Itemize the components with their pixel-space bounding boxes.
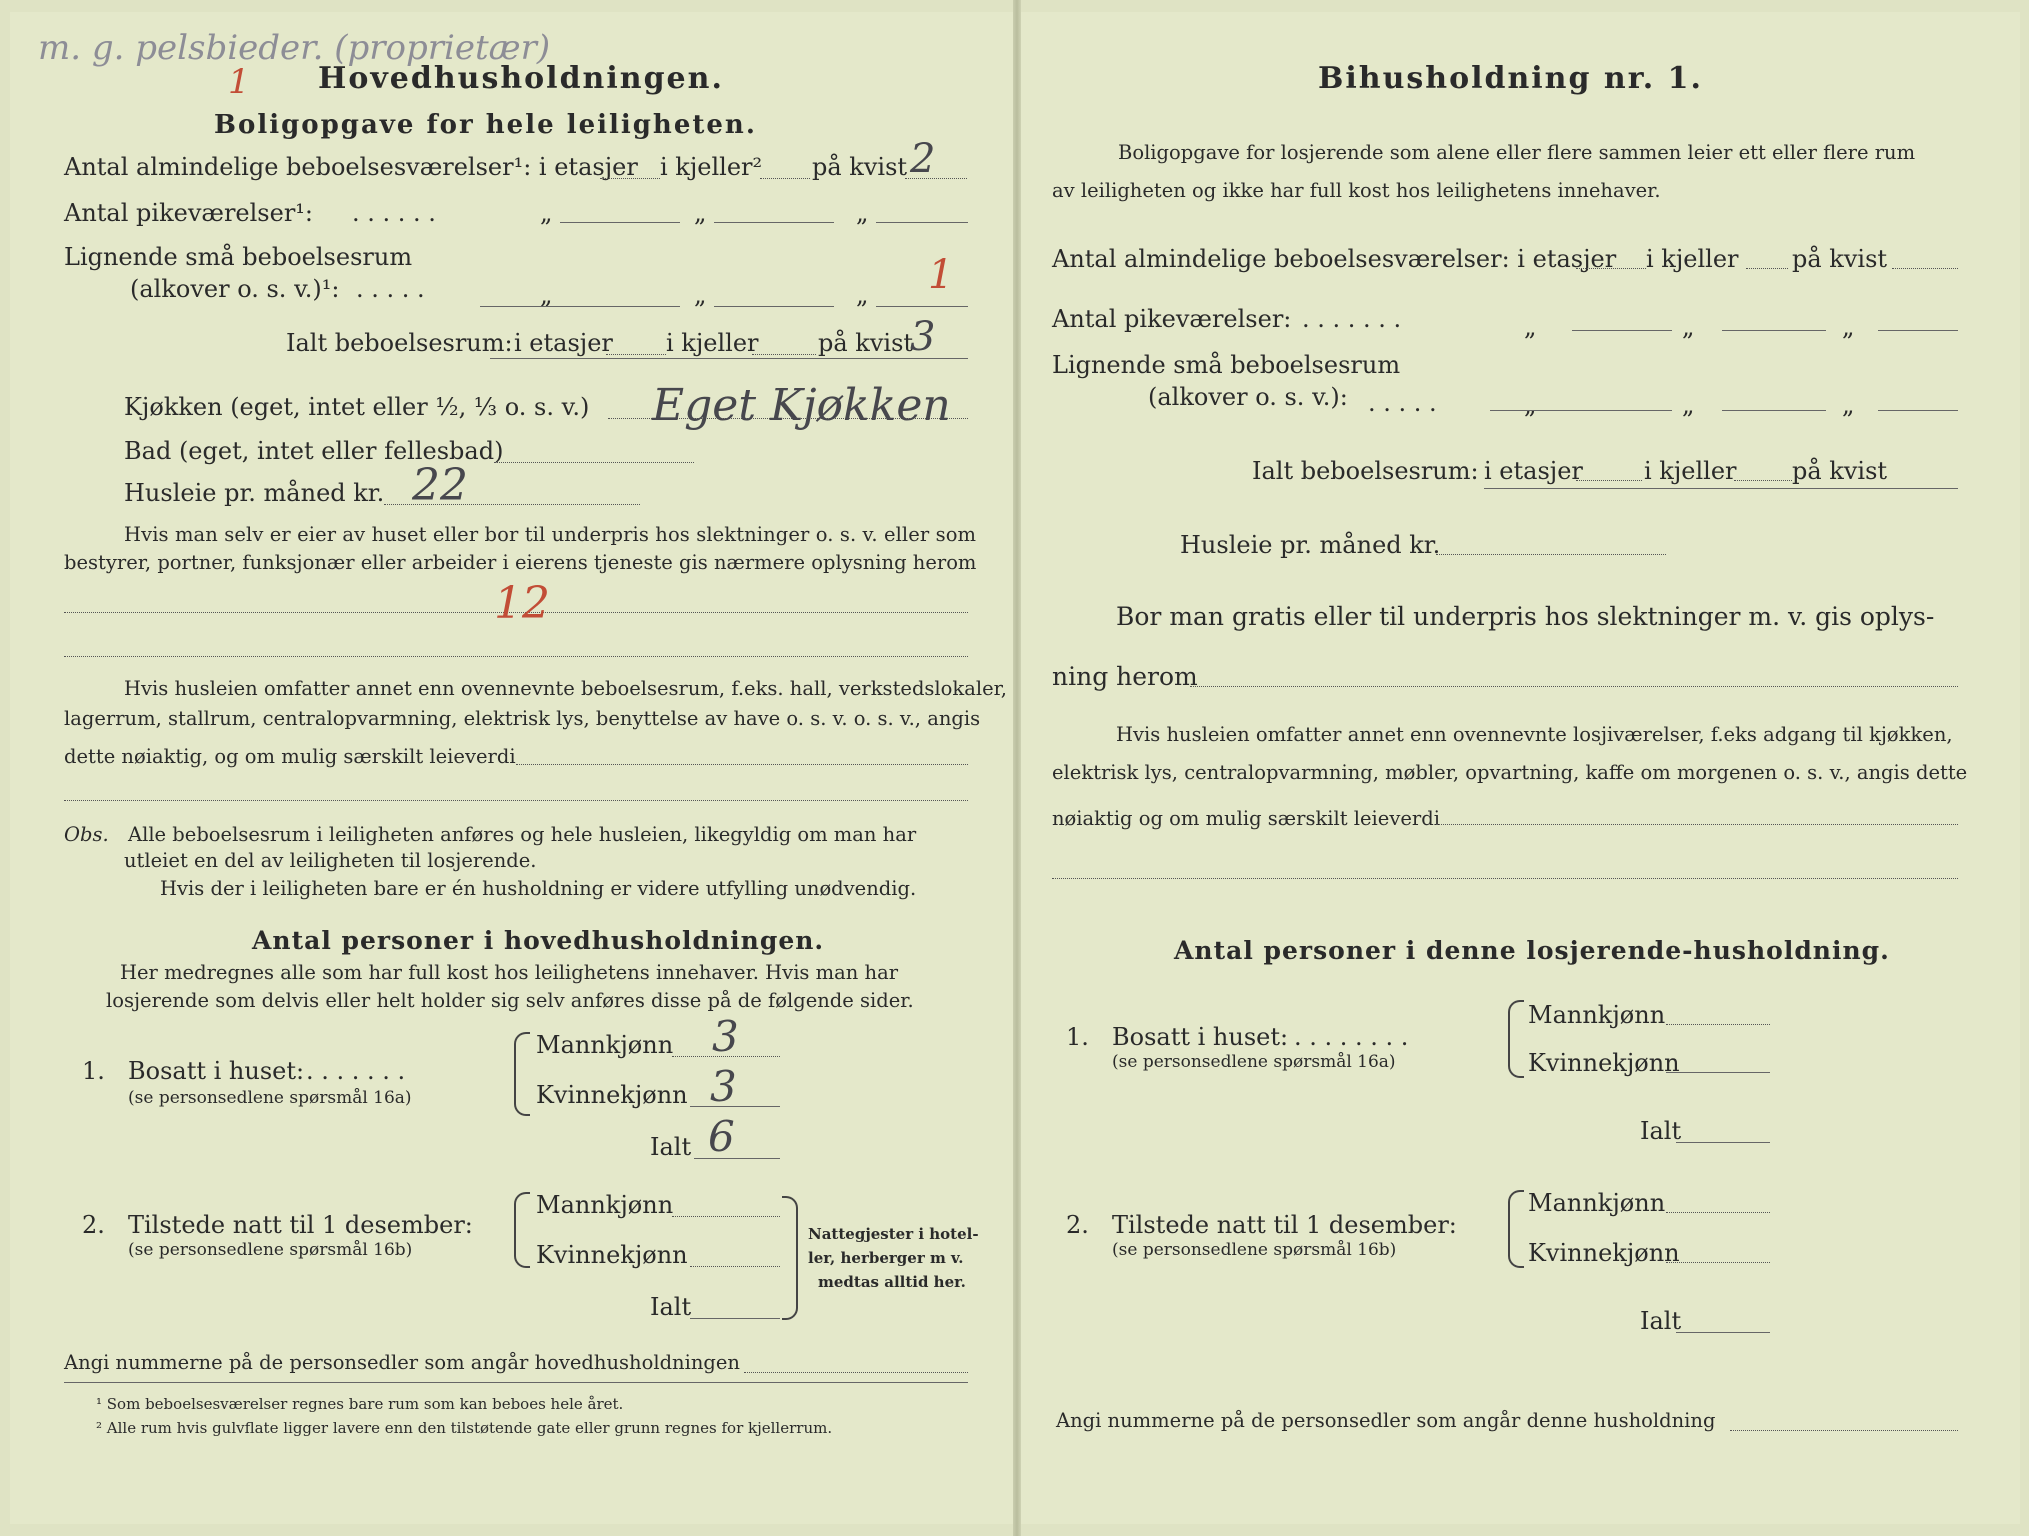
q1-kvinne-label: Kvinnekjønn	[536, 1081, 688, 1109]
r-q2-sub: (se personsedlene spørsmål 16b)	[1112, 1240, 1397, 1260]
r-q1-kvinne-field[interactable]	[1666, 1072, 1770, 1073]
r-gratis-1: Bor man gratis eller til underpris hos slektninger m. v. gis oplys-	[1116, 602, 1935, 631]
leader-dots: . . . . . . .	[306, 1057, 406, 1085]
r-ialt-label: Ialt beboelsesrum:	[1252, 457, 1479, 485]
ditto-mark: „	[1842, 391, 1855, 419]
pike-etasjer-field[interactable]	[560, 222, 680, 223]
r-q2-kvinne-field[interactable]	[1666, 1262, 1770, 1263]
q1-sub: (se personsedlene spørsmål 16a)	[128, 1088, 412, 1108]
alkover-etasjer-field[interactable]	[480, 306, 680, 307]
r-kvist-field[interactable]	[1892, 268, 1958, 269]
r-etasjer-field[interactable]	[1576, 268, 1646, 269]
ialt-kjeller-label: i kjeller	[666, 329, 759, 357]
r-q2-ialt-label: Ialt	[1640, 1307, 1682, 1335]
r-q2-label: Tilstede natt til 1 desember:	[1112, 1211, 1457, 1239]
ditto-mark: „	[1682, 313, 1695, 341]
handwritten-rent: 22	[412, 460, 468, 511]
kvist-label: på kvist	[812, 153, 908, 181]
kjeller-label: i kjeller²	[660, 153, 763, 181]
bath-field[interactable]	[494, 462, 694, 463]
r-pike-kvist-field[interactable]	[1878, 330, 1958, 331]
owner-field-2[interactable]	[64, 656, 968, 657]
r-alkover-etasjer-field[interactable]	[1490, 410, 1672, 411]
footnote-1: ¹ Som beboelsesværelser regnes bare rum som kan beboes hele året.	[96, 1395, 624, 1413]
r-rooms-row-label: Antal almindelige beboelsesværelser: i etasjer	[1052, 245, 1617, 273]
leader-dots: . . . . .	[1368, 389, 1437, 417]
handwritten-ialt-count: 3	[910, 314, 936, 360]
r-pike-etasjer-field[interactable]	[1572, 330, 1672, 331]
ditto-mark: „	[1524, 313, 1537, 341]
left-angi-field[interactable]	[744, 1372, 968, 1373]
rent-includes-field-2[interactable]	[64, 800, 968, 801]
ialt-etasjer-field[interactable]	[606, 354, 666, 355]
rent-includes-field[interactable]	[516, 764, 968, 765]
ditto-mark: „	[694, 281, 707, 309]
ditto-mark: „	[1682, 391, 1695, 419]
page-fold	[1013, 0, 1021, 1536]
alkover-kjeller-field[interactable]	[714, 306, 834, 307]
r-q1-kvinne-label: Kvinnekjønn	[1528, 1049, 1680, 1077]
r-q2-mann-label: Mannkjønn	[1528, 1189, 1666, 1217]
r-ialt-etasjer-label: i etasjer	[1484, 457, 1583, 485]
r-gratis-2: ning herom	[1052, 662, 1198, 691]
alkover-label-2: (alkover o. s. v.)¹:	[130, 275, 340, 303]
left-subtitle: Boligopgave for hele leiligheten.	[214, 110, 757, 140]
footnote-2: ² Alle rum hvis gulvflate ligger lavere enn den tilstøtende gate eller grunn regnes for kjellerrum.	[96, 1419, 833, 1437]
rent-includes-1: Hvis husleien omfatter annet enn ovennevnte beboelsesrum, f.eks. hall, verkstedslokaler,	[124, 677, 1008, 700]
obs-label: Obs.	[64, 823, 109, 846]
pike-kvist-field[interactable]	[876, 222, 968, 223]
right-intro-1: Boligopgave for losjerende som alene eller flere sammen leier ett eller flere rum	[1118, 141, 1916, 164]
r-q1-ialt-field[interactable]	[1676, 1142, 1770, 1143]
rent-includes-2: lagerrum, stallrum, centralopvarmning, elektrisk lys, benyttelse av have o. s. v. o. s. v., angis	[64, 707, 981, 730]
rooms-row-label: Antal almindelige beboelsesværelser¹: i etasjer	[64, 153, 638, 181]
r-kjeller-label: i kjeller	[1646, 245, 1739, 273]
persons-title: Antal personer i hovedhusholdningen.	[252, 926, 825, 955]
q1-ialt-label: Ialt	[650, 1133, 692, 1161]
ditto-mark: „	[540, 281, 553, 309]
ialt-underline	[490, 358, 968, 359]
owner-note-1: Hvis man selv er eier av huset eller bor til underpris hos slektninger o. s. v. eller som	[124, 523, 977, 546]
q2-ialt-field[interactable]	[690, 1318, 780, 1319]
persons-desc-2: losjerende som delvis eller helt holder sig selv anføres disse på de følgende sider.	[106, 989, 914, 1012]
r-rent-includes-1: Hvis husleien omfatter annet enn ovennevnte losjiværelser, f.eks adgang til kjøkken,	[1116, 723, 1953, 746]
alkover-label-1: Lignende små beboelsesrum	[64, 243, 413, 271]
rent-includes-3: dette nøiaktig, og om mulig særskilt leieverdi	[64, 745, 516, 768]
handwritten-q1-mann: 3	[712, 1012, 739, 1061]
ialt-etasjer-label: i etasjer	[514, 329, 613, 357]
pike-kjeller-field[interactable]	[714, 222, 834, 223]
obs-text-1: Alle beboelsesrum i leiligheten anføres og hele husleien, likegyldig om man har	[128, 823, 917, 846]
kitchen-label: Kjøkken (eget, intet eller ½, ⅓ o. s. v.)	[124, 393, 590, 421]
q2-mann-field[interactable]	[672, 1216, 780, 1217]
q1-label: Bosatt i huset:	[128, 1057, 305, 1085]
handwritten-herom: 12	[494, 578, 550, 629]
q2-mann-label: Mannkjønn	[536, 1191, 674, 1219]
handwritten-top-note: m. g. pelsbieder. (proprietær)	[38, 28, 551, 68]
r-kjeller-field[interactable]	[1746, 268, 1788, 269]
r-q2-number: 2.	[1066, 1211, 1089, 1239]
ialt-kvist-label: på kvist	[818, 329, 914, 357]
r-alkover-label-1: Lignende små beboelsesrum	[1052, 351, 1401, 379]
leader-dots: . . . . . . . .	[1294, 1023, 1409, 1051]
r-alkover-kvist-field[interactable]	[1878, 410, 1958, 411]
handwritten-q1-kvinne: 3	[710, 1062, 737, 1111]
r-q2-ialt-field[interactable]	[1676, 1332, 1770, 1333]
ditto-mark: „	[1842, 313, 1855, 341]
leader-dots: . . . . . . .	[1302, 305, 1402, 333]
handwritten-alkover-count: 1	[928, 252, 954, 298]
r-rent-includes-2: elektrisk lys, centralopvarmning, møbler, opvartning, kaffe om morgenen o. s. v., angis dette	[1052, 761, 1968, 784]
r-rent-includes-field-2[interactable]	[1052, 878, 1958, 879]
obs-text-2: utleiet en del av leiligheten til losjerende.	[124, 849, 537, 872]
q1-brace	[514, 1032, 530, 1116]
obs-text-3: Hvis der i leiligheten bare er én husholdning er videre utfylling unødvendig.	[160, 877, 917, 900]
handwritten-kitchen: Eget Kjøkken	[652, 380, 951, 431]
r-ialt-kjeller-label: i kjeller	[1644, 457, 1737, 485]
q1-ialt-field[interactable]	[694, 1158, 780, 1159]
leader-dots: . . . . .	[356, 275, 425, 303]
kjeller-field[interactable]	[760, 178, 810, 179]
hotel-note-1: Nattegjester i hotel-	[808, 1225, 979, 1243]
right-intro-2: av leiligheten og ikke har full kost hos leilighetens innehaver.	[1052, 179, 1661, 202]
r-q2-kvinne-label: Kvinnekjønn	[1528, 1239, 1680, 1267]
handwritten-kvist-count: 2	[910, 136, 936, 182]
r-ialt-kvist-label: på kvist	[1792, 457, 1888, 485]
r-gratis-field[interactable]	[1190, 686, 1958, 687]
r-q2-mann-field[interactable]	[1666, 1212, 1770, 1213]
r-q2-brace	[1508, 1190, 1524, 1268]
r-rent-label: Husleie pr. måned kr.	[1180, 531, 1441, 559]
ialt-label: Ialt beboelsesrum:	[286, 329, 513, 357]
ditto-mark: „	[856, 281, 869, 309]
q2-right-brace	[782, 1196, 798, 1320]
left-title: Hovedhusholdningen.	[318, 61, 724, 96]
alkover-kvist-field[interactable]	[876, 306, 968, 307]
handwritten-red-mark: 1	[228, 62, 250, 102]
ialt-kjeller-field[interactable]	[752, 354, 816, 355]
left-angi-label: Angi nummerne på de personsedler som angår hovedhusholdningen	[64, 1351, 740, 1374]
q1-mann-label: Mannkjønn	[536, 1031, 674, 1059]
handwritten-q1-ialt: 6	[708, 1112, 735, 1161]
r-q1-brace	[1508, 1000, 1524, 1078]
r-rent-includes-3: nøiaktig og om mulig særskilt leieverdi	[1052, 807, 1440, 830]
right-angi-label: Angi nummerne på de personsedler som angår denne husholdning	[1056, 1409, 1716, 1432]
q2-sub: (se personsedlene spørsmål 16b)	[128, 1240, 413, 1260]
r-rent-field[interactable]	[1436, 554, 1666, 555]
ditto-mark: „	[856, 199, 869, 227]
right-title: Bihusholdning nr. 1.	[1318, 61, 1703, 96]
r-q1-mann-label: Mannkjønn	[1528, 1001, 1666, 1029]
leader-dots: . . . . . .	[352, 199, 436, 227]
rent-label: Husleie pr. måned kr.	[124, 479, 385, 507]
ditto-mark: „	[1524, 391, 1537, 419]
r-q1-mann-field[interactable]	[1666, 1024, 1770, 1025]
right-angi-field[interactable]	[1730, 1430, 1958, 1431]
hotel-note-3: medtas alltid her.	[818, 1273, 966, 1291]
r-alkover-kjeller-field[interactable]	[1722, 410, 1826, 411]
r-alkover-label-2: (alkover o. s. v.):	[1148, 383, 1348, 411]
q2-brace	[514, 1192, 530, 1268]
owner-note-2: bestyrer, portner, funksjonær eller arbeider i eierens tjeneste gis nærmere oplysning herom	[64, 551, 977, 574]
ditto-mark: „	[694, 199, 707, 227]
r-pike-row-label: Antal pikeværelser:	[1052, 305, 1292, 333]
q2-number: 2.	[82, 1211, 105, 1239]
pike-row-label: Antal pikeværelser¹:	[64, 199, 313, 227]
etasjer-field[interactable]	[600, 178, 660, 179]
r-ialt-etasjer-field[interactable]	[1576, 480, 1642, 481]
hotel-note-2: ler, herberger m v.	[808, 1249, 964, 1267]
q2-kvinne-label: Kvinnekjønn	[536, 1241, 688, 1269]
r-ialt-kjeller-field[interactable]	[1734, 480, 1792, 481]
ditto-mark: „	[540, 199, 553, 227]
r-q1-ialt-label: Ialt	[1640, 1117, 1682, 1145]
q1-number: 1.	[82, 1057, 105, 1085]
r-persons-title: Antal personer i denne losjerende-husholdning.	[1174, 936, 1890, 965]
q2-kvinne-field[interactable]	[690, 1266, 780, 1267]
r-q1-number: 1.	[1066, 1023, 1089, 1051]
r-q1-sub: (se personsedlene spørsmål 16a)	[1112, 1052, 1396, 1072]
persons-desc-1: Her medregnes alle som har full kost hos leilighetens innehaver. Hvis man har	[120, 961, 899, 984]
r-kvist-label: på kvist	[1792, 245, 1888, 273]
q2-label: Tilstede natt til 1 desember:	[128, 1211, 473, 1239]
r-ialt-underline	[1484, 488, 1958, 489]
q2-ialt-label: Ialt	[650, 1293, 692, 1321]
bath-label: Bad (eget, intet eller fellesbad)	[124, 437, 504, 465]
r-q1-label: Bosatt i huset:	[1112, 1023, 1289, 1051]
r-rent-includes-field[interactable]	[1436, 824, 1958, 825]
r-pike-kjeller-field[interactable]	[1722, 330, 1826, 331]
footnote-divider	[64, 1382, 968, 1383]
